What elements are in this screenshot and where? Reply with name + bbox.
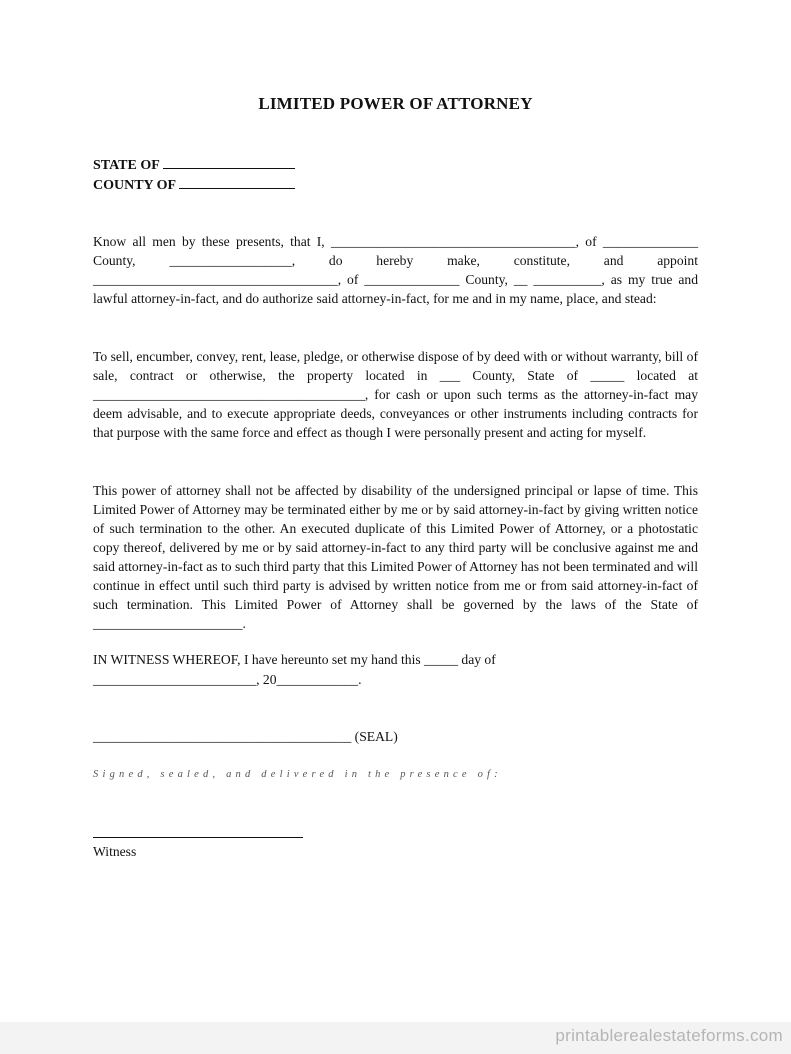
witness-whereof-line: IN WITNESS WHEREOF, I have hereunto set my hand this _____ day of (93, 652, 496, 667)
witness-signature-line[interactable] (93, 837, 303, 838)
appointment-text: Know all men by these presents, that I, ____________________________________, of ______________ County, __________________, do hereby make, constitute, and appoint ____________________________________, of ______________ County, __ __________, as my true and lawful attorney-in-fact, and do authorize said attorney-in-fact, for me and in my name, place, and stead: (93, 234, 698, 306)
county-label: COUNTY OF (93, 178, 176, 193)
signed-presence-text: Signed, sealed, and delivered in the presence of: (93, 769, 502, 780)
state-blank[interactable] (163, 155, 295, 169)
powers-text: To sell, encumber, convey, rent, lease, pledge, or otherwise dispose of by deed with or without warranty, bill of sale, contract or otherwise, the property located in ___ County, State of _____ located at ________________________________________, for cash or upon such terms as the attorney-in-fact may deem advisable, and to execute appropriate deeds, conveyances or other instruments including contracts for that purpose with the same force and effect as though I were personally present and acting for myself. (93, 349, 698, 440)
state-field (93, 155, 295, 174)
appointment-paragraph (93, 232, 698, 308)
site-watermark: printablerealestateforms.com (555, 1026, 783, 1045)
state-label: STATE OF (93, 158, 160, 173)
seal-signature-line: ______________________________________ (SEAL) (93, 729, 398, 744)
termination-text: This power of attorney shall not be affected by disability of the undersigned principal or lapse of time. This Limited Power of Attorney may be terminated either by me or by said attorney-in-fact by giving written notice of such termination to the other. An executed duplicate of this Limited Power of Attorney, or a photostatic copy thereof, delivered by me or by said attorney-in-fact to any third party will be conclusive against me and said attorney-in-fact as to such third party that this Limited Power of Attorney has not been terminated and will continue in effect until such third party is advised by written notice from me or from said attorney-in-fact of such termination. This Limited Power of Attorney shall be governed by the laws of the State of ______________________. (93, 483, 698, 631)
date-line: ________________________, 20____________. (93, 672, 362, 687)
powers-paragraph (93, 347, 698, 442)
termination-paragraph (93, 481, 698, 633)
county-field (93, 175, 295, 194)
county-blank[interactable] (179, 175, 295, 189)
document-title: LIMITED POWER OF ATTORNEY (258, 94, 533, 113)
witness-label: Witness (93, 844, 137, 859)
